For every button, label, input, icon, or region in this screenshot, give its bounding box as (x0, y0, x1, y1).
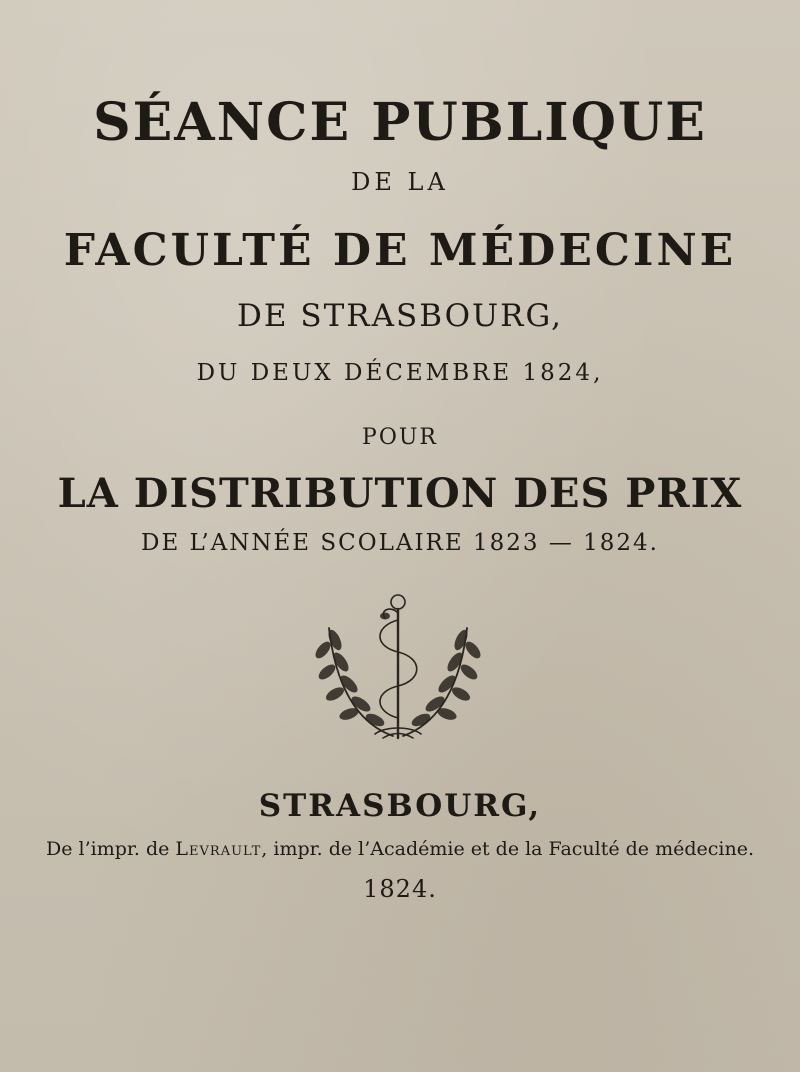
imprint-printer: Levrault (175, 838, 262, 860)
pour-line: POUR (362, 425, 438, 450)
title-seance-publique: SÉANCE PUBLIQUE (93, 92, 707, 153)
imprint-year: 1824. (363, 875, 437, 903)
school-year-line: DE L’ANNÉE SCOLAIRE 1823 — 1824. (141, 530, 659, 556)
imprint-suffix: , impr. de l’Académie et de la Faculté de médecine. (261, 838, 754, 860)
title-de-strasbourg: DE STRASBOURG, (237, 298, 563, 334)
title-de-la: DE LA (351, 168, 449, 196)
caduceus-laurel-emblem-icon (305, 588, 491, 746)
title-faculte-de-medecine: FACULTÉ DE MÉDECINE (63, 225, 737, 276)
imprint-city: STRASBOURG, (258, 788, 542, 824)
imprint-prefix: De l’impr. de (46, 838, 176, 860)
imprint-line (0, 838, 800, 860)
date-line: DU DEUX DÉCEMBRE 1824, (196, 360, 604, 386)
title-distribution-des-prix: LA DISTRIBUTION DES PRIX (57, 470, 743, 517)
